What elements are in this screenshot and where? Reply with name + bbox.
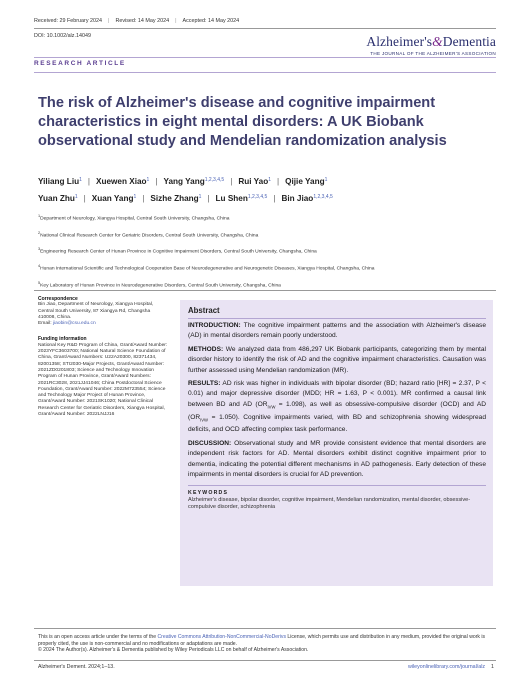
affiliation-item: $^5$Key Laboratory of Hunan Province in Neurodegenerative Disorders, Central South University, Changsha, China bbox=[38, 280, 281, 289]
keywords-text: Alzheimer's disease, bipolar disorder, cognitive impairment, Mendelian randomization, mental disorder, obsessive-compulsive disorder, schizophrenia bbox=[188, 496, 471, 511]
article-dates bbox=[34, 18, 496, 24]
keywords-rule bbox=[188, 485, 486, 486]
article-title: The risk of Alzheimer's disease and cognitive impairment characteristics in eight mental disorders: A UK Biobank observational study and Mendelian randomization analysis bbox=[38, 95, 447, 149]
author-name[interactable]: Xuewen Xiao bbox=[96, 177, 147, 186]
cc-license-link[interactable]: Creative Commons Attribution-NonCommercial-NoDerivs bbox=[157, 634, 286, 640]
separator: | bbox=[108, 18, 110, 24]
funding-heading: Funding information bbox=[38, 336, 87, 343]
author-name[interactable]: Yang Yang bbox=[163, 177, 205, 186]
article-type-rule bbox=[34, 57, 496, 58]
abstract-introduction: INTRODUCTION: The cognitive impairment patterns and the association with Alzheimer's disease (AD) in mental disorders remain poorly understood. bbox=[188, 322, 486, 340]
author-separator: | bbox=[273, 193, 276, 203]
author-separator: | bbox=[230, 177, 233, 186]
author-affiliation-marker: 1 bbox=[198, 193, 202, 200]
author-name[interactable]: Sizhe Zhang bbox=[150, 193, 199, 203]
author-separator: | bbox=[155, 177, 158, 186]
citation-line: Alzheimer's Dement. 2024;1–13. bbox=[38, 664, 115, 670]
author-affiliation-marker: 1 bbox=[74, 193, 78, 200]
author-separator: | bbox=[87, 177, 91, 186]
article-info-column bbox=[38, 296, 168, 427]
author-name[interactable]: Yiliang Liu bbox=[38, 177, 80, 186]
author-affiliation-marker: 1 bbox=[133, 193, 137, 200]
footer-rule bbox=[34, 660, 496, 661]
journal-logo[interactable] bbox=[366, 34, 496, 56]
author-name[interactable]: Qijie Yang bbox=[285, 177, 325, 186]
affiliation-item: $^2$National Clinical Research Center for Geriatric Disorders, Central South University, Changsha, China bbox=[38, 230, 259, 239]
license-text: This is an open access article under the terms of the Creative Commons Attribution-NonCommercial-NoDerivs License, which permits use and distribution in any medium, provided the original work is properly cited, the use is non-commercial and no modifications or adaptations are made. bbox=[38, 634, 486, 647]
page-number: 1 bbox=[491, 664, 494, 670]
section-rule bbox=[34, 290, 496, 291]
author-separator: | bbox=[207, 193, 210, 203]
author-separator: | bbox=[277, 177, 280, 186]
correspondence-text: Bin Jiao, Department of Neurology, Xiangya Hospital, Central South University, 87 Xiangya Rd, Changsha 410008, China. bbox=[38, 302, 154, 320]
author-list bbox=[38, 173, 493, 206]
accepted-date: Accepted: 14 May 2024 bbox=[182, 18, 240, 24]
footer-links bbox=[408, 664, 494, 670]
received-date: Received: 29 February 2024 bbox=[34, 18, 103, 24]
author-name[interactable]: Xuan Yang bbox=[91, 193, 134, 203]
article-type: RESEARCH ARTICLE bbox=[34, 60, 126, 67]
header-rule bbox=[34, 28, 496, 29]
author-name[interactable]: Yuan Zhu bbox=[38, 193, 75, 203]
abstract-heading: Abstract bbox=[188, 306, 220, 315]
email-link[interactable]: jiaobin@csu.edu.cn bbox=[52, 321, 96, 327]
affiliation-item: $^3$Engineering Research Center of Hunan Province in Cognitive Impairment Disorders, Central South University, Changsha, China bbox=[38, 247, 317, 255]
author-affiliation-marker: 1,2,3,4,5 bbox=[204, 177, 225, 183]
abstract-box bbox=[180, 300, 493, 586]
doi[interactable]: DOI: 10.1002/alz.14049 bbox=[34, 33, 91, 39]
abstract-rule bbox=[188, 318, 486, 319]
author-separator: | bbox=[142, 193, 145, 203]
abstract-results: RESULTS: AD risk was higher in individuals with bipolar disorder (BD; hazard ratio [HR] = 2.37, P < 0.01) and major depressive disorder (MDD; HR = 1.63, P < 0.001). MR confirmed a causal link between BD and AD $(OR_{IVW} = 1.098)$, as well as obsessive-compulsive disorder (OCD) and AD $(OR_{IVW} = 1.050)$. Cognitive impairments varied, with BD and schizophrenia showing widespread deficits, and OCD affecting complex task performance. bbox=[188, 380, 486, 434]
correspondence-email-line: Email: jiaobin@csu.edu.cn bbox=[38, 321, 96, 327]
author-affiliation-marker: 1 bbox=[268, 177, 271, 183]
affiliation-item: $^4$Hunan International Scientific and Technological Cooperation Base of Neurodegenerative and Neurogenetic Diseases, Xiangya Hospital, Changsha, China bbox=[38, 263, 375, 272]
author-name[interactable]: Lu Shen bbox=[215, 193, 248, 203]
correspondence-heading: Correspondence bbox=[38, 296, 78, 302]
license-notice bbox=[38, 634, 493, 654]
affiliation-list bbox=[38, 213, 493, 296]
article-type-rule bbox=[34, 72, 496, 73]
footer-rule bbox=[34, 628, 496, 629]
correspondence-block bbox=[38, 296, 168, 327]
journal-subtitle: THE JOURNAL OF THE ALZHEIMER'S ASSOCIATION bbox=[370, 51, 496, 56]
funding-block bbox=[38, 336, 168, 418]
affiliation-item: $^1$Department of Neurology, Xiangya Hospital, Central South University, Changsha, China bbox=[38, 214, 230, 222]
funding-text: National Key R&D Program of China, Grant/Award Number: 2023YFC3603700; National Natural Science Foundation of China, Grant/Award Numbers: U22A20300, 82371434, 82001358; STI2030-Major Projects, Grant/Award Number: 2021ZD0201803; Science and Technology Innovation Program of Hunan Province, Grant/Award Numbers: 2021RC3028, 2021JJ41046; China Postdoctoral Science Foundation, Grant/Award Number: 2022M723554; Science and Technology Major Project of Hunan Province, Grant/Award Number: 2021SK1020; National Clinical Research Center for Geriatric Disorders, Xiangya Hospital, Grant/Award Number: 2022LNJJ16 bbox=[38, 342, 168, 418]
revised-date: Revised: 14 May 2024 bbox=[115, 18, 170, 24]
author-separator: | bbox=[83, 193, 86, 203]
abstract-methods: METHODS: We analyzed data from 486,297 UK Biobank participants, categorizing them by mental disorder history to identify the risk of AD and the cognitive impairment characteristics. Causation was further assessed using Mendelian randomization (MR). bbox=[188, 345, 486, 374]
keywords-heading: KEYWORDS bbox=[188, 489, 229, 496]
author-affiliation-marker: 1 bbox=[146, 177, 150, 183]
author-affiliation-marker: 1 bbox=[79, 177, 82, 183]
author-affiliation-marker: 1 bbox=[324, 177, 328, 183]
author-affiliation-marker: 1,2,3,4,5 bbox=[313, 193, 333, 200]
separator: | bbox=[175, 18, 177, 24]
journal-name: Alzheimer's&Dementia bbox=[366, 34, 496, 49]
copyright-text: © 2024 The Author(s). Alzheimer's & Dementia published by Wiley Periodicals LLC on behalf of Alzheimer's Association. bbox=[38, 647, 309, 654]
abstract-discussion: DISCUSSION: Observational study and MR provide consistent evidence that mental disorders are independent risk factors for AD. Mental disorders exhibit distinct cognitive impairment prior to dementia, indicating the potential different mechanisms in AD pathogenesis. Early detection of these impairments in mental disorders is crucial for AD prevention. bbox=[188, 439, 486, 478]
journal-url-link[interactable]: wileyonlinelibrary.com/journal/alz bbox=[408, 664, 486, 670]
author-affiliation-marker: 1,2,3,4,5 bbox=[247, 193, 268, 200]
author-name[interactable]: Rui Yao bbox=[238, 177, 269, 186]
author-name[interactable]: Bin Jiao bbox=[281, 193, 314, 203]
